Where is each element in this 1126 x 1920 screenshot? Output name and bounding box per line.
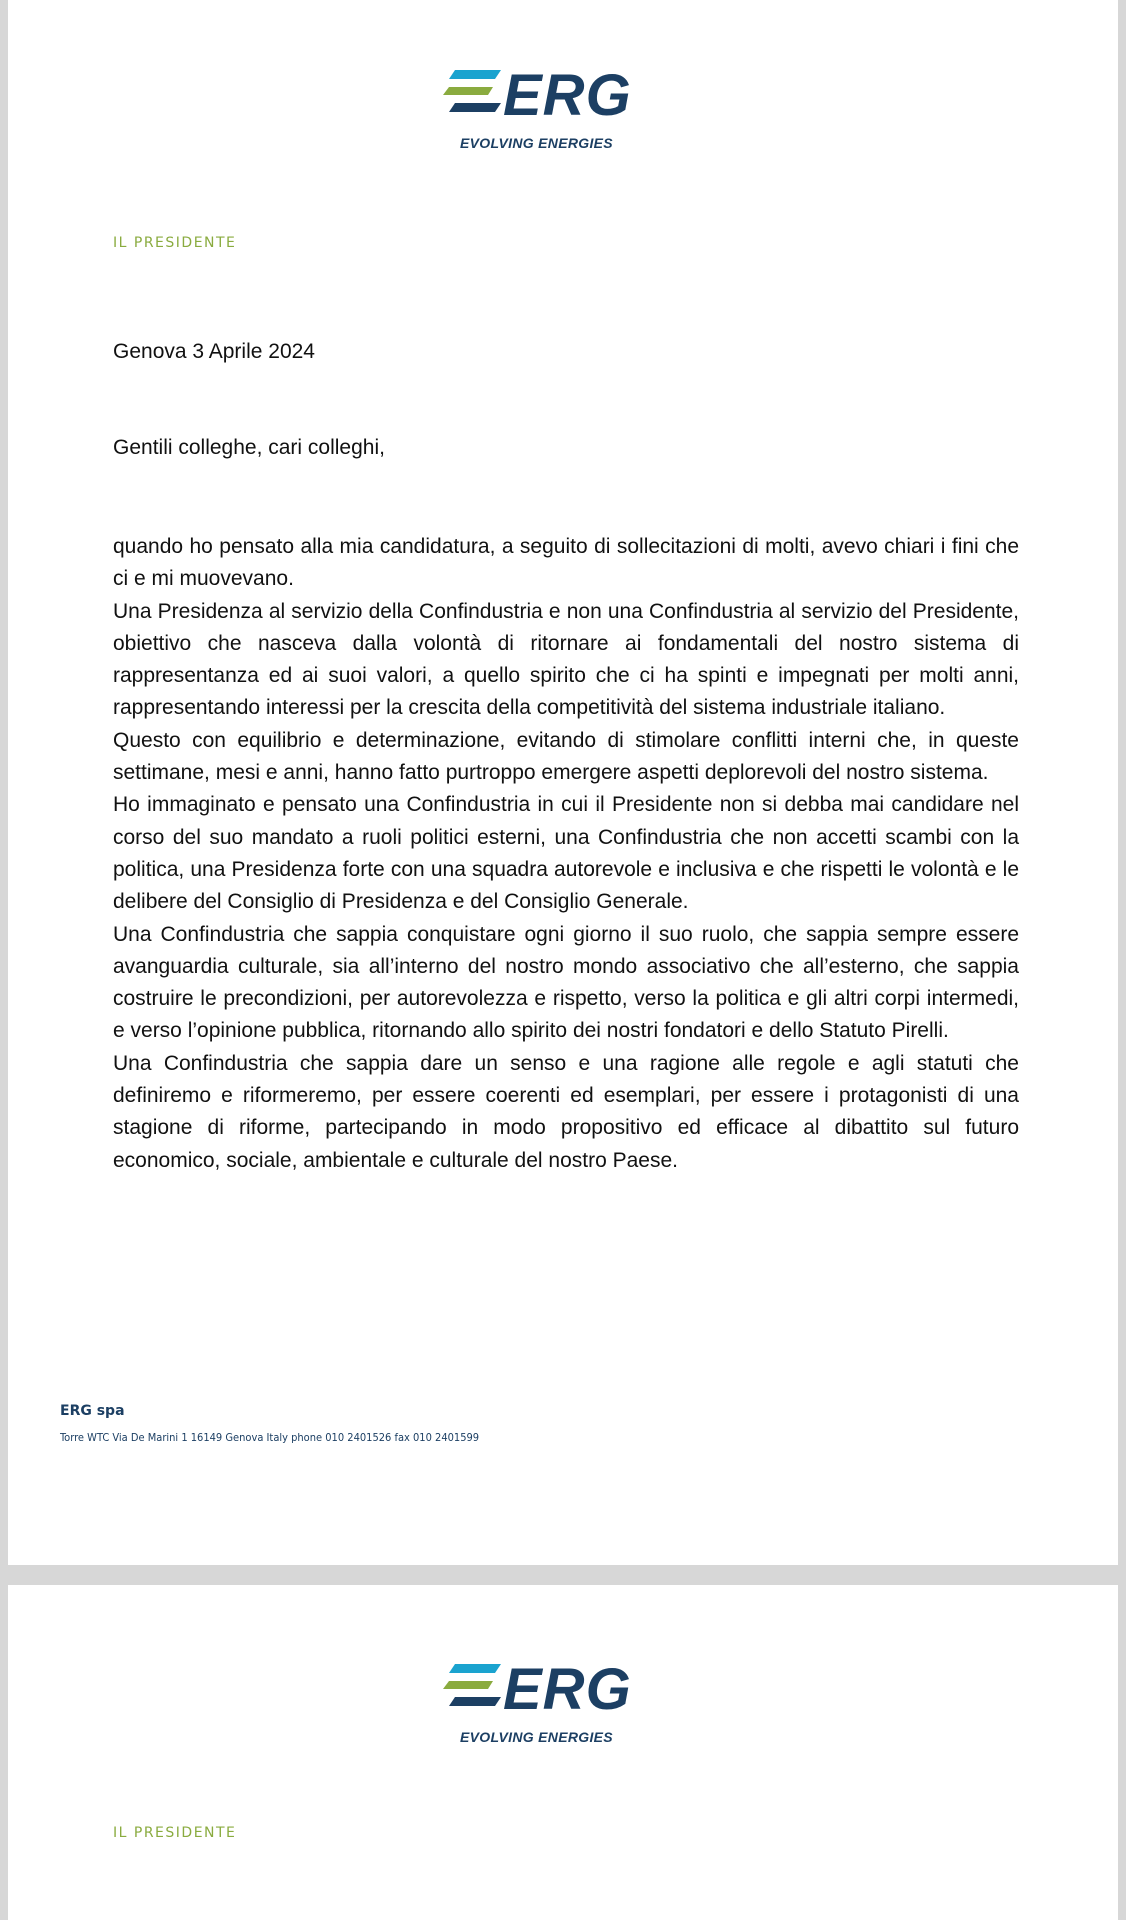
body-paragraph: Questo con equilibrio e determinazione, evitando di stimolare conflitti interni che, in queste settimane, mesi e anni, hanno fatto purtroppo emergere aspetti deplorevoli del nostro sistema. <box>113 728 1019 785</box>
office-title: IL PRESIDENTE <box>113 1825 237 1841</box>
logo-tagline: EVOLVING ENERGIES <box>460 135 613 151</box>
logo-wordmark: ERG <box>503 63 632 128</box>
letter-page-1 <box>8 0 1118 1565</box>
erg-stripes-icon <box>443 66 503 122</box>
letter-date: Genova 3 Aprile 2024 <box>113 340 315 363</box>
body-paragraph: Una Confindustria che sappia conquistare ogni giorno il suo ruolo, che sappia sempre essere avanguardia culturale, sia all’interno del nostro mondo associativo che all’esterno, che sappia costruire le precondizioni, per autorevolezza e rispetto, verso la politica e gli altri corpi intermedi, e verso l’opinione pubblica, ritornando allo spirito dei nostri fondatori e dello Statuto Pirelli. <box>113 922 1019 1043</box>
body-paragraph: Una Presidenza al servizio della Confindustria e non una Confindustria al servizio del Presidente, obiettivo che nasceva dalla volontà di ritornare ai fondamentali del nostro sistema di rappresentanza ed ai suoi valori, a quello spirito che ci ha spinti e impegnati per molti anni, rappresentando interessi per la crescita della competitività del sistema industriale italiano. <box>113 599 1019 720</box>
office-title: IL PRESIDENTE <box>113 235 237 251</box>
logo-tagline: EVOLVING ENERGIES <box>460 1729 613 1745</box>
erg-logo <box>8 1657 1118 1750</box>
footer-address: Torre WTC Via De Marini 1 16149 Genova Italy phone 010 2401526 fax 010 2401599 <box>60 1431 480 1444</box>
body-paragraph: quando ho pensato alla mia candidatura, a seguito di sollecitazioni di molti, avevo chiari i fini che ci e mi muovevano. <box>113 535 1019 591</box>
letter-page-2 <box>8 1585 1118 1920</box>
erg-logo <box>8 63 1118 156</box>
erg-stripes-icon <box>443 1660 503 1716</box>
letter-body <box>113 531 1019 1177</box>
body-paragraph: Una Confindustria che sappia dare un senso e una ragione alle regole e agli statuti che definiremo e riformeremo, per essere coerenti ed esemplari, per essere i protagonisti di una stagione di riforme, partecipando in modo propositivo ed efficace al dibattito sul futuro economico, sociale, ambientale e culturale del nostro Paese. <box>113 1051 1019 1172</box>
body-paragraph: Ho immaginato e pensato una Confindustria in cui il Presidente non si debba mai candidare nel corso del suo mandato a ruoli politici esterni, una Confindustria che non accetti scambi con la politica, una Presidenza forte con una squadra autorevole e inclusiva e che rispetti le volontà e le delibere del Consiglio di Presidenza e del Consiglio Generale. <box>113 793 1019 914</box>
footer-company: ERG spa <box>60 1403 125 1419</box>
logo-wordmark: ERG <box>503 1657 632 1722</box>
letter-salutation: Gentili colleghe, cari colleghi, <box>113 436 385 459</box>
